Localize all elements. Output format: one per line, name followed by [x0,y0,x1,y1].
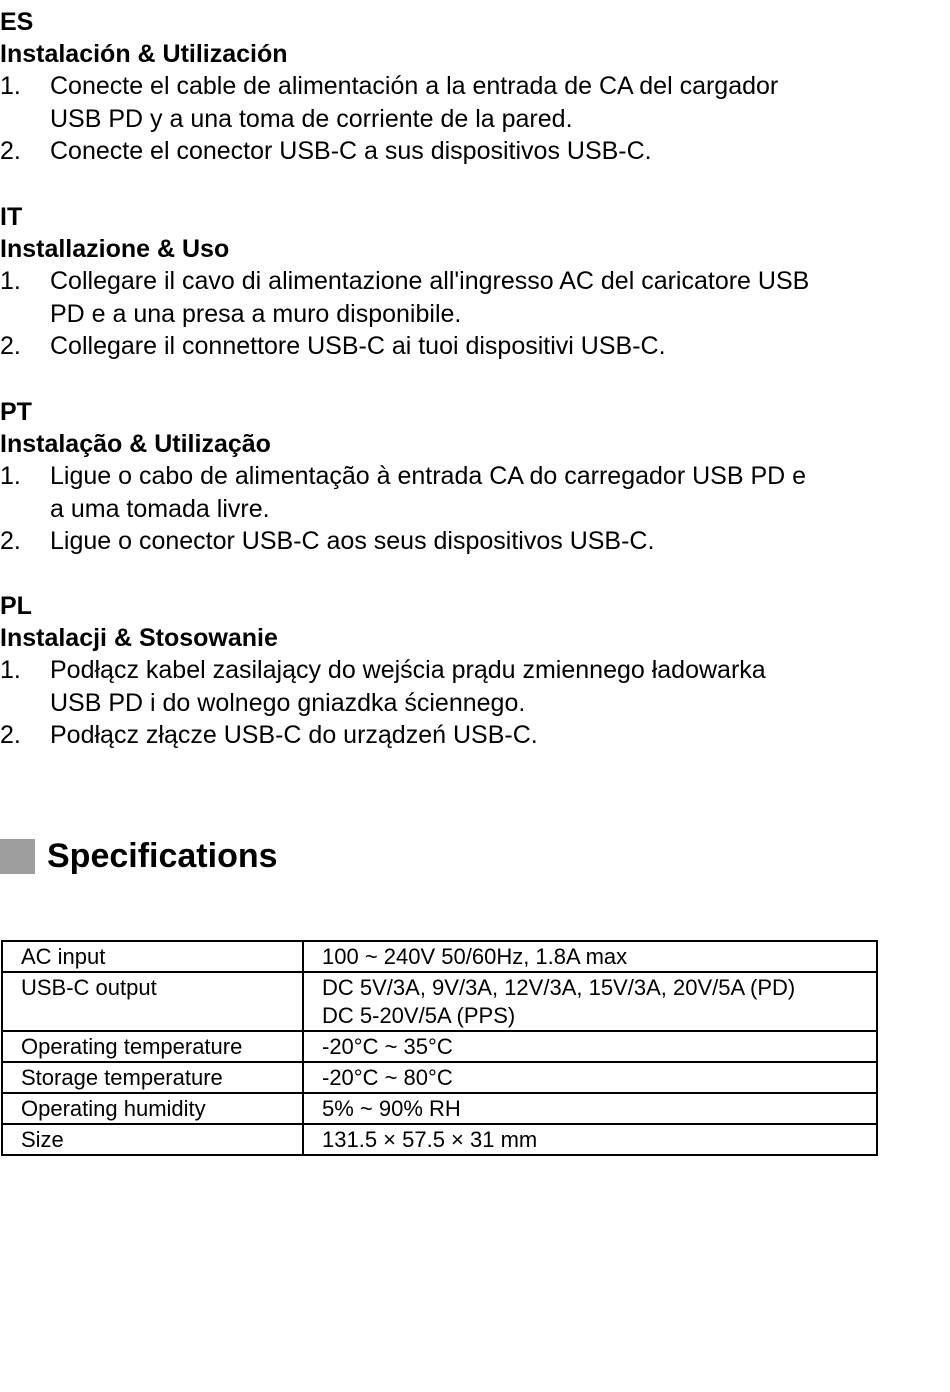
step-number: 1. [0,72,21,100]
step-text-line: PD e a una presa a muro disponibile. [50,299,462,328]
step-text-line: Ligue o conector USB-C aos seus dispositivos USB-C. [50,527,655,555]
step-item [0,265,940,330]
step-item [0,525,940,558]
spec-value-line: 5% ~ 90% RH [322,1096,461,1121]
step-text-line: Conecte el cable de alimentación a la entrada de CA del cargador [50,72,779,100]
spec-value-line: DC 5-20V/5A (PPS) [322,1003,516,1028]
language-code: PT [0,398,32,426]
step-number: 1. [0,462,21,490]
spec-value-line: -20°C ~ 35°C [322,1034,453,1059]
step-list [0,654,940,752]
specifications-heading [0,836,278,876]
step-text-line: Podłącz kabel zasilający do wejścia prądu zmiennego ładowarka [50,656,766,684]
spec-value-line: -20°C ~ 80°C [322,1065,453,1090]
spec-value [303,941,877,972]
step-text-line: Podłącz złącze USB-C do urządzeń USB-C. [50,721,538,749]
section-it [0,201,940,363]
table-row [2,972,877,1031]
spec-label: USB-C output [2,972,303,1031]
step-text-line: a uma tomada livre. [50,494,270,523]
spec-value-line: DC 5V/3A, 9V/3A, 12V/3A, 15V/3A, 20V/5A (PD) [322,975,796,1000]
step-text-line: Collegare il cavo di alimentazione all'ingresso AC del caricatore USB [50,267,810,295]
section-es [0,6,940,168]
table-row [2,1093,877,1124]
step-number: 1. [0,267,21,295]
step-item [0,719,940,752]
spec-value-line: 100 ~ 240V 50/60Hz, 1.8A max [322,944,628,969]
spec-value [303,1062,877,1093]
spec-value-line: 131.5 × 57.5 × 31 mm [322,1127,538,1152]
step-item [0,330,940,363]
step-text-line: USB PD y a una toma de corriente de la pared. [50,104,573,133]
spec-label: Operating humidity [2,1093,303,1124]
table-row [2,941,877,972]
step-number: 2. [0,527,21,555]
section-title: Installazione & Uso [0,235,230,263]
table-row [2,1124,877,1155]
language-code: IT [0,203,23,231]
spec-value [303,1031,877,1062]
table-row [2,1062,877,1093]
step-text-line: USB PD i do wolnego gniazdka ściennego. [50,688,526,717]
language-code: ES [0,8,34,36]
step-number: 1. [0,656,21,684]
step-text-line: Collegare il connettore USB-C ai tuoi dispositivi USB-C. [50,332,666,360]
spec-value [303,972,877,1031]
spec-label: AC input [2,941,303,972]
step-text-line: Conecte el conector USB-C a sus dispositivos USB-C. [50,137,652,165]
section-pt [0,396,940,558]
section-title: Instalação & Utilização [0,430,271,458]
step-list [0,460,940,558]
spec-label: Storage temperature [2,1062,303,1093]
language-code: PL [0,592,32,620]
section-title: Instalación & Utilización [0,40,288,68]
step-item [0,70,940,135]
table-row [2,1031,877,1062]
step-list [0,265,940,363]
spec-value [303,1124,877,1155]
step-item [0,654,940,719]
step-text-line: Ligue o cabo de alimentação à entrada CA do carregador USB PD e [50,462,807,490]
step-number: 2. [0,137,21,165]
step-number: 2. [0,721,21,749]
step-item [0,460,940,525]
spec-label: Operating temperature [2,1031,303,1062]
step-list [0,70,940,168]
specifications-table [1,940,878,1156]
section-pl [0,590,940,752]
spec-value [303,1093,877,1124]
heading-square-icon [0,839,35,874]
step-number: 2. [0,332,21,360]
section-title: Instalacji & Stosowanie [0,624,278,652]
spec-label: Size [2,1124,303,1155]
specifications-title: Specifications [47,837,278,875]
step-item [0,135,940,168]
